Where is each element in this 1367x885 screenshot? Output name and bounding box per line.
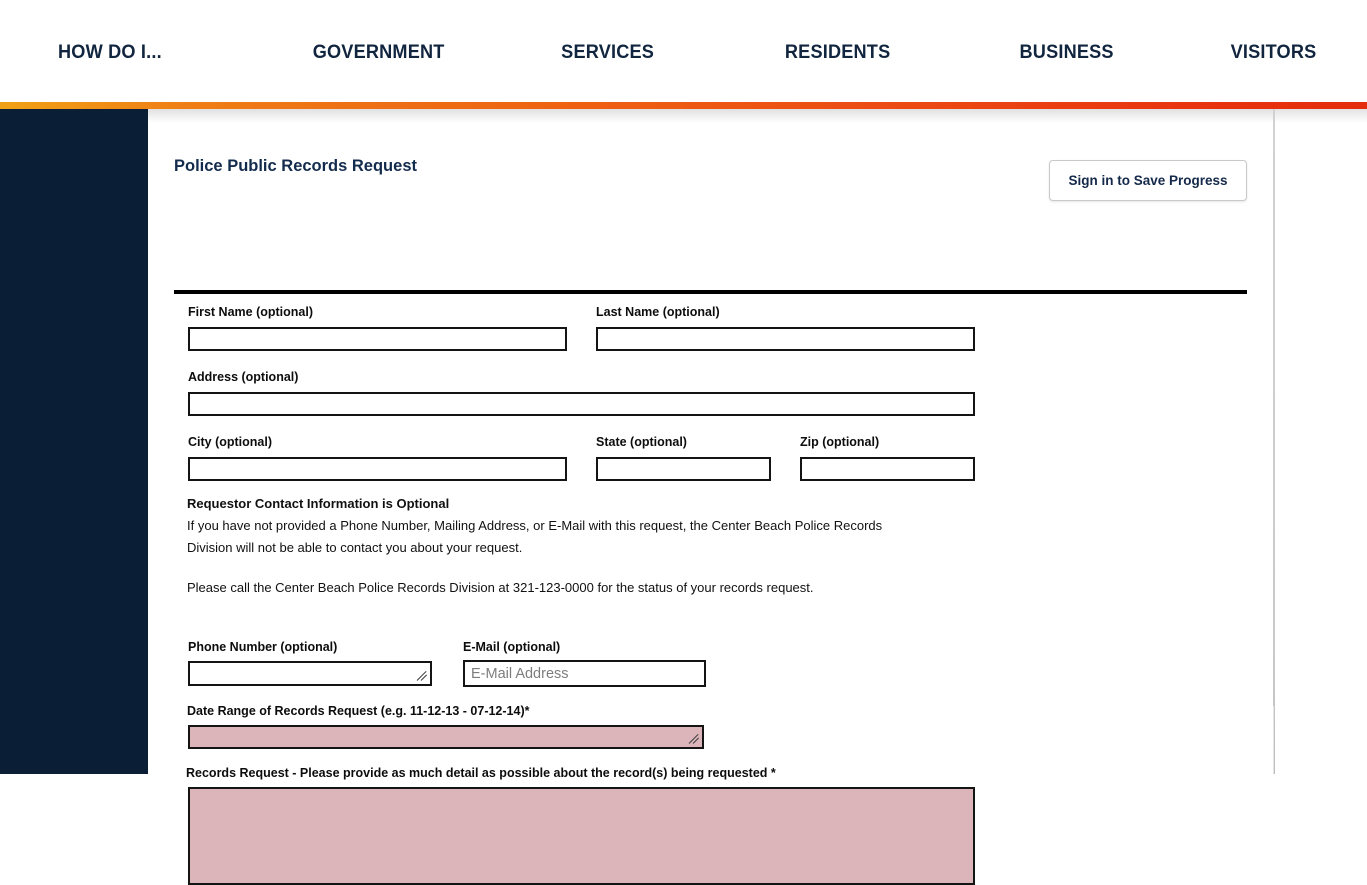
form-header [174, 134, 1247, 194]
first-name-input[interactable] [188, 327, 567, 351]
form-content-panel [148, 109, 1273, 780]
address-input[interactable] [188, 392, 975, 416]
page-title: Police Public Records Request [174, 157, 417, 175]
content-panel-divider [1273, 109, 1275, 774]
records-request-label: Records Request - Please provide as much detail as possible about the record(s) being requested * [186, 766, 776, 780]
nav-item-services[interactable]: SERVICES [561, 40, 655, 63]
address-label: Address (optional) [188, 370, 299, 384]
content-top-shadow [148, 109, 1273, 123]
zip-input[interactable] [800, 457, 975, 481]
date-range-textarea[interactable] [188, 725, 704, 749]
last-name-input[interactable] [596, 327, 975, 351]
top-navigation-bar [0, 0, 1367, 102]
gutter-top-shadow [1275, 109, 1367, 123]
title-divider-rule [174, 290, 1247, 294]
zip-label: Zip (optional) [800, 435, 880, 449]
resize-grip-icon [415, 669, 429, 683]
state-input[interactable] [596, 457, 771, 481]
nav-item-business[interactable]: BUSINESS [1019, 40, 1114, 63]
date-range-label: Date Range of Records Request (e.g. 11-12-13 - 07-12-14)* [187, 704, 530, 718]
nav-item-visitors[interactable]: VISITORS [1230, 40, 1317, 63]
sign-in-to-save-progress-button[interactable]: Sign in to Save Progress [1049, 160, 1247, 201]
city-label: City (optional) [188, 435, 273, 449]
records-request-textarea[interactable] [188, 787, 975, 885]
contact-notice-line-2: Division will not be able to contact you about your request. [187, 540, 523, 555]
state-label: State (optional) [596, 435, 687, 449]
nav-item-how-do-i[interactable]: HOW DO I... [57, 40, 162, 63]
contact-notice-heading: Requestor Contact Information is Optional [187, 496, 450, 511]
nav-item-government[interactable]: GOVERNMENT [312, 40, 445, 63]
left-sidebar [0, 109, 148, 774]
accent-gradient-bar [0, 102, 1367, 109]
phone-number-label: Phone Number (optional) [188, 640, 338, 654]
email-placeholder: E-Mail Address [471, 665, 569, 682]
contact-notice-line-3: Please call the Center Beach Police Records Division at 321-123-0000 for the status of your records request. [187, 580, 814, 595]
first-name-label: First Name (optional) [188, 305, 314, 319]
contact-notice-line-1: If you have not provided a Phone Number, Mailing Address, or E-Mail with this request, the Center Beach Police Records [187, 518, 883, 533]
phone-number-textarea[interactable] [188, 661, 432, 686]
resize-grip-icon [687, 732, 701, 746]
nav-item-residents[interactable]: RESIDENTS [784, 40, 890, 63]
email-input[interactable] [463, 660, 706, 687]
email-label: E-Mail (optional) [463, 640, 561, 654]
nav-item-list [0, 0, 1367, 102]
city-input[interactable] [188, 457, 567, 481]
page-body [0, 109, 1367, 780]
right-gutter [1273, 109, 1367, 774]
last-name-label: Last Name (optional) [596, 305, 720, 319]
